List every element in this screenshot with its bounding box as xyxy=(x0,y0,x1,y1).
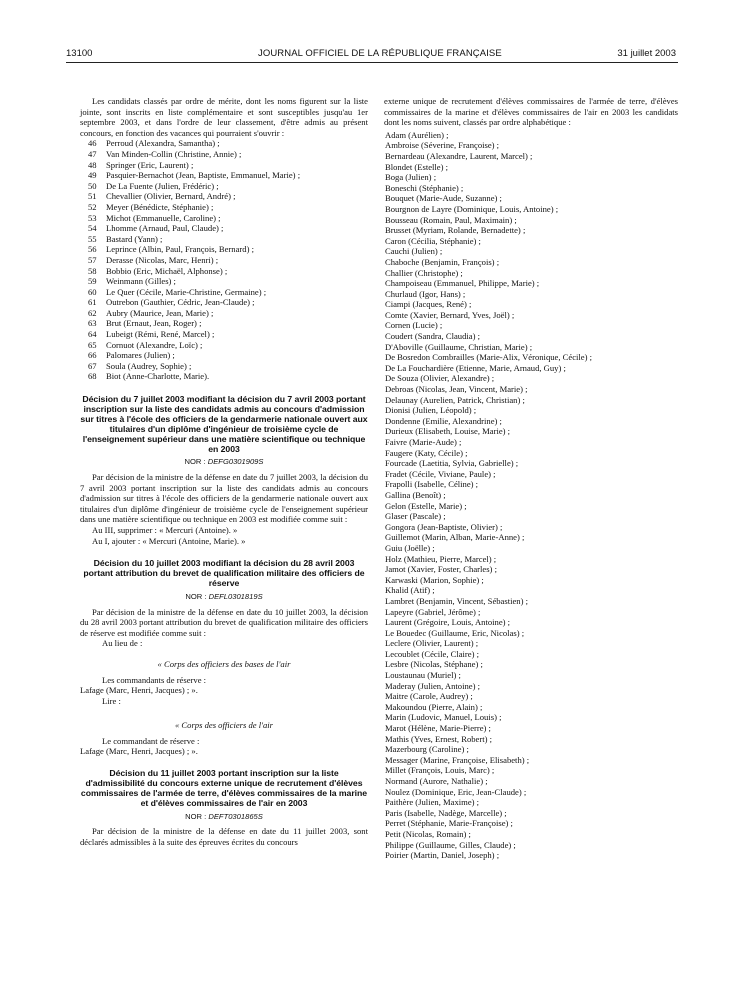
decision-paragraph: Par décision de la ministre de la défense en date du 11 juillet 2003, sont déclarés admissibles à la suite des épreuves écrites du concours xyxy=(80,826,368,847)
corps-heading: « Corps des officiers de l'air xyxy=(174,720,274,731)
candidate-name: Gallina (Benoît) ; xyxy=(385,489,446,500)
rank-number: 60 xyxy=(88,286,97,297)
page-header xyxy=(0,0,748,62)
candidate-name: Ciampi (Jacques, René) ; xyxy=(385,299,472,310)
intro-paragraph: Les candidats classés par ordre de mérite, dont les noms figurent sur la liste jointe, sont inscrits en liste complémentaire et sont susceptibles jusqu'au 1er septembre 2003, et dans l'ordre de leur classement, d'être admis au présent concours, en fonction des vacances qui pourraient s'ouvrir : xyxy=(80,96,368,138)
rank-number: 62 xyxy=(88,307,97,318)
candidate-name: Perret (Stéphanie, Marie-Françoise) ; xyxy=(385,818,513,829)
ranked-list-item xyxy=(88,149,368,160)
rank-number: 55 xyxy=(88,233,97,244)
candidate-name: Jamot (Xavier, Foster, Charles) ; xyxy=(385,564,497,575)
candidate-name: Loustaunau (Muriel) ; xyxy=(385,670,461,681)
candidate-name: Bouquet (Marie-Aude, Suzanne) ; xyxy=(385,193,502,204)
ranked-list-item xyxy=(88,223,368,234)
candidate-name: Khalid (Atif) ; xyxy=(385,585,435,596)
candidate-name: Outrebon (Gauthier, Cédric, Jean-Claude) ; xyxy=(106,297,255,308)
candidate-name: Biot (Anne-Charlotte, Marie). xyxy=(106,371,210,382)
candidate-name: Lambret (Benjamin, Vincent, Sébastien) ; xyxy=(385,595,528,606)
candidate-name: Karwaski (Marion, Sophie) ; xyxy=(385,574,484,585)
candidate-name: Brusset (Myriam, Rolande, Bernadette) ; xyxy=(385,225,526,236)
ranked-list-item xyxy=(88,191,368,202)
rank-number: 59 xyxy=(88,276,97,287)
candidate-name: De Souza (Olivier, Alexandre) ; xyxy=(385,373,495,384)
ranked-list-item xyxy=(88,202,368,213)
candidate-name: Gelon (Estelle, Marie) ; xyxy=(385,500,467,511)
ranked-list-item xyxy=(88,160,368,171)
candidate-name: Churlaud (Igor, Hans) ; xyxy=(385,288,466,299)
ranked-list-item xyxy=(88,276,368,287)
ranked-list-item xyxy=(88,297,368,308)
candidate-name: Leprince (Albin, Paul, François, Bernard) ; xyxy=(106,244,254,255)
rank-number: 52 xyxy=(88,201,97,212)
nor-reference: NOR : DEFG0301909S xyxy=(184,457,264,467)
candidate-name: Laurent (Grégoire, Louis, Antoine) ; xyxy=(385,617,511,628)
candidate-name: Maderay (Julien, Antoine) ; xyxy=(385,680,480,691)
candidate-name: Lapeyre (Gabriel, Jérôme) ; xyxy=(385,606,481,617)
ranked-list-item xyxy=(88,255,368,266)
rank-number: 51 xyxy=(88,191,97,202)
right-column xyxy=(384,96,678,861)
decision-title: Décision du 10 juillet 2003 modifiant la décision du 28 avril 2003 portant attribution du brevet de qualification militaire des officiers de réserve xyxy=(83,558,365,589)
ranked-list-item xyxy=(88,340,368,351)
ranked-list-item xyxy=(88,350,368,361)
candidate-name: Mazerbourg (Caroline) ; xyxy=(385,744,469,755)
amendment-line: Au III, supprimer : « Mercuri (Antoine). » xyxy=(92,525,238,536)
candidate-name: Palomares (Julien) ; xyxy=(106,350,175,361)
candidate-name: Dondenne (Emilie, Alexandrine) ; xyxy=(385,415,502,426)
candidate-name: De La Fouchardière (Etienne, Marie, Arnaud, Guy) ; xyxy=(385,362,566,373)
candidate-name: Paithère (Julien, Maxime) ; xyxy=(385,797,480,808)
decision-title: Décision du 7 juillet 2003 modifiant la décision du 7 avril 2003 portant inscription sur la liste des candidats admis au concours d'admission sur titres à l'école des officiers de la gendarmerie nationale ouvert aux titulaires d'un diplôme d'ingénieur de troisième cycle de l'enseignement supérieur dans une matière scientifique ou technique en 2003 xyxy=(80,394,368,454)
ranked-list-item xyxy=(88,308,368,319)
candidate-name: Dionisi (Julien, Léopold) ; xyxy=(385,405,477,416)
journal-title: JOURNAL OFFICIEL DE LA RÉPUBLIQUE FRANÇAISE xyxy=(258,48,502,59)
candidate-name: Frapolli (Isabelle, Céline) ; xyxy=(385,479,479,490)
candidate-name: Glaser (Pascale) ; xyxy=(385,511,446,522)
candidate-name: Cornen (Lucie) ; xyxy=(385,320,443,331)
rank-number: 49 xyxy=(88,170,97,181)
rank-number: 56 xyxy=(88,244,97,255)
candidate-name: Marot (Hélène, Marie-Pierre) ; xyxy=(385,723,491,734)
candidate-name: Faivre (Marie-Aude) ; xyxy=(385,437,462,447)
candidate-name: Messager (Marine, Françoise, Elisabeth) ; xyxy=(385,754,530,765)
ranked-list-item xyxy=(88,181,368,192)
ranked-list-item xyxy=(88,371,368,382)
candidate-name: Le Bouedec (Guillaume, Eric, Nicolas) ; xyxy=(385,627,525,638)
candidate-name: Lubeigt (Rémi, René, Marcel) ; xyxy=(106,329,215,340)
lire-label: Lire : xyxy=(102,695,121,706)
candidate-name: Petit (Nicolas, Romain) ; xyxy=(385,828,471,839)
rank-number: 64 xyxy=(88,329,97,340)
candidate-name: Cornuot (Alexandre, Loïc) ; xyxy=(106,339,203,350)
amendment-line: Au I, ajouter : « Mercuri (Antoine, Marie). » xyxy=(92,535,246,546)
ranked-list-item xyxy=(88,329,368,340)
candidate-name: Gongora (Jean-Baptiste, Olivier) ; xyxy=(385,521,503,532)
ranked-list-item xyxy=(88,361,368,372)
candidate-name: Boneschi (Stéphanie) ; xyxy=(385,182,464,193)
ranked-list-item xyxy=(88,213,368,224)
ranked-list xyxy=(88,138,368,382)
candidate-name: Fradet (Cécile, Viviane, Paule) ; xyxy=(385,468,496,479)
decision-paragraph: Par décision de la ministre de la défense en date du 7 juillet 2003, la décision du 7 avril 2003 portant inscription sur la liste des candidats admis au concours d'admission sur titres à l'école des officiers de la gendarmerie nationale ouvert aux titulaires d'un diplôme d'ingénieur de troisième cycle de l'enseignement supérieur dans une matière scientifique ou technique en 2003 est modifiée comme suit : xyxy=(80,472,368,525)
candidate-name: Meyer (Bénédicte, Stéphanie) ; xyxy=(106,201,214,212)
candidate-name: Normand (Aurore, Nathalie) ; xyxy=(385,776,488,786)
candidate-name: Guillemot (Marin, Alban, Marie-Anne) ; xyxy=(385,532,525,543)
ranked-list-item xyxy=(88,170,368,181)
left-column xyxy=(80,96,368,847)
rank-number: 66 xyxy=(88,350,97,361)
rank-label: Le commandant de réserve : xyxy=(102,735,200,746)
candidate-name: Maitre (Carole, Audrey) ; xyxy=(385,691,473,702)
ranked-list-item xyxy=(88,244,368,255)
nor-reference: NOR : DEFL0301819S xyxy=(185,591,263,601)
candidate-name: Fourcade (Laetitia, Sylvia, Gabrielle) ; xyxy=(385,458,519,469)
candidate-name: Caron (Cécilia, Stéphanie) ; xyxy=(385,235,481,246)
candidate-name: Bernardeau (Alexandre, Laurent, Marcel) ; xyxy=(385,150,533,161)
rank-number: 61 xyxy=(88,297,97,308)
candidate-name: Boga (Julien) ; xyxy=(385,172,437,183)
page-number: 13100 xyxy=(66,48,93,59)
candidate-name: Weinmann (Gilles) ; xyxy=(106,276,176,287)
candidate-name: Philippe (Guillaume, Gilles, Claude) ; xyxy=(385,839,516,850)
header-rule xyxy=(66,62,678,63)
candidate-name: Leclere (Olivier, Laurent) ; xyxy=(385,638,479,649)
rank-number: 46 xyxy=(88,138,97,149)
candidate-name: Michot (Emmanuelle, Caroline) ; xyxy=(106,212,221,223)
candidate-name: Pasquier-Bernachot (Jean, Baptiste, Emmanuel, Marie) ; xyxy=(106,170,301,181)
au-lieu-de: Au lieu de : xyxy=(102,638,143,649)
candidate-name: Noulez (Dominique, Eric, Jean-Claude) ; xyxy=(385,786,527,797)
candidate-name: Poirier (Martin, Daniel, Joseph) ; xyxy=(385,850,500,861)
nor-reference: NOR : DEFT0301865S xyxy=(185,811,263,821)
rank-label: Les commandants de réserve : xyxy=(102,674,207,685)
ranked-list-item xyxy=(88,318,368,329)
decision-title: Décision du 11 juillet 2003 portant inscription sur la liste d'admissibilité du concours externe unique de recrutement d'élèves commissaires de l'armée de terre, d'élèves commissaires de la marine et d'élèves commissaires de l'air en 2003 xyxy=(80,768,368,808)
candidate-name: Van Minden-Collin (Christine, Annie) ; xyxy=(106,148,242,159)
officer-name: Lafage (Marc, Henri, Jacques) ; ». xyxy=(80,685,198,696)
candidate-name: Ambroise (Séverine, Françoise) ; xyxy=(385,140,500,151)
candidate-name: De Bosredon Combrailles (Marie-Alix, Véronique, Cécile) ; xyxy=(385,352,592,363)
rank-number: 53 xyxy=(88,212,97,223)
decision-paragraph: Par décision de la ministre de la défense en date du 10 juillet 2003, la décision du 28 avril 2003 portant attribution du brevet de qualification militaire des officiers de réserve est modifiée comme suit : xyxy=(80,606,368,638)
candidate-name: Blondet (Estelle) ; xyxy=(385,161,449,172)
candidate-name: Durieux (Elisabeth, Louise, Marie) ; xyxy=(385,426,511,437)
rank-number: 48 xyxy=(88,159,97,170)
candidate-name: De La Fuente (Julien, Frédéric) ; xyxy=(106,180,219,191)
officer-name: Lafage (Marc, Henri, Jacques) ; ». xyxy=(80,746,198,757)
candidate-name: Champoiseau (Emmanuel, Philippe, Marie) ; xyxy=(385,278,540,289)
candidate-name: Brut (Ernaut, Jean, Roger) ; xyxy=(106,318,202,329)
rank-number: 67 xyxy=(88,360,97,371)
ranked-list-item xyxy=(88,287,368,298)
candidate-name: Lesbre (Nicolas, Stéphane) ; xyxy=(385,659,483,670)
candidate-name: Bousseau (Romain, Paul, Maximain) ; xyxy=(385,214,517,225)
rank-number: 58 xyxy=(88,265,97,276)
rank-number: 54 xyxy=(88,223,97,234)
candidate-name: Derasse (Nicolas, Marc, Henri) ; xyxy=(106,254,219,265)
candidate-name: Paris (Isabelle, Nadège, Marcelle) ; xyxy=(385,807,507,818)
rank-number: 47 xyxy=(88,148,97,159)
candidate-name: Millet (François, Louis, Marc) ; xyxy=(385,765,495,776)
candidate-name: Soula (Audrey, Sophie) ; xyxy=(106,360,192,371)
candidate-name: Perroud (Alexandra, Samantha) ; xyxy=(106,138,220,149)
ranked-list-item xyxy=(88,266,368,277)
candidate-name: Cauchi (Julien) ; xyxy=(385,246,443,257)
rank-number: 57 xyxy=(88,254,97,265)
publication-date: 31 juillet 2003 xyxy=(617,48,676,59)
candidate-name: Mathis (Yves, Ernest, Robert) ; xyxy=(385,733,493,744)
candidate-name: Delaunay (Aurelien, Patrick, Christian) ; xyxy=(385,394,525,405)
candidate-name: Marin (Ludovic, Manuel, Louis) ; xyxy=(385,712,502,723)
candidate-name: Springer (Eric, Laurent) ; xyxy=(106,159,194,170)
rank-number: 50 xyxy=(88,180,97,191)
candidate-name: Comte (Xavier, Bernard, Yves, Joël) ; xyxy=(385,309,515,320)
candidate-name: Chevallier (Olivier, Bernard, André) ; xyxy=(106,191,236,202)
candidate-name: Makoundou (Pierre, Alain) ; xyxy=(385,701,483,712)
candidate-name: D'Aboville (Guillaume, Christian, Marie) ; xyxy=(385,341,533,352)
candidate-name: Bourgnon de Layre (Dominique, Louis, Antoine) ; xyxy=(385,203,559,214)
rank-number: 65 xyxy=(88,339,97,350)
corps-heading: « Corps des officiers des bases de l'air xyxy=(157,658,291,669)
candidate-name: Le Quer (Cécile, Marie-Christine, Germaine) ; xyxy=(106,286,267,297)
rank-number: 63 xyxy=(88,318,97,329)
rank-number: 68 xyxy=(88,371,97,382)
candidate-name: Coudert (Sandra, Claudia) ; xyxy=(385,331,480,342)
candidate-name: Guiu (Joëlle) ; xyxy=(385,542,435,553)
candidate-name: Bobbio (Eric, Michaël, Alphonse) ; xyxy=(106,265,228,276)
continuation-paragraph: externe unique de recrutement d'élèves commissaires de l'armée de terre, d'élèves commissaires de la marine et d'élèves commissaires de l'air en 2003 les candidats dont les noms suivent, classés par ordre alphabétique : xyxy=(384,96,678,128)
candidate-name: Holz (Mathieu, Pierre, Marcel) ; xyxy=(385,553,497,564)
candidate-name: Challier (Christophe) ; xyxy=(385,267,463,278)
candidate-name: Lecoublet (Cécile, Claire) ; xyxy=(385,648,480,659)
candidate-name: Chaboche (Benjamin, François) ; xyxy=(385,256,500,267)
candidate-name: Adam (Aurélien) ; xyxy=(385,129,449,140)
ranked-list-item xyxy=(88,234,368,245)
candidate-name: Bastard (Yann) ; xyxy=(106,233,163,244)
ranked-list-item xyxy=(88,138,368,149)
candidate-name: Lhomme (Arnaud, Paul, Claude) ; xyxy=(106,223,224,234)
candidate-name: Debroas (Nicolas, Jean, Vincent, Marie) ; xyxy=(385,384,528,395)
candidate-name: Aubry (Maurice, Jean, Marie) ; xyxy=(106,307,214,318)
admissible-names-list xyxy=(385,130,678,861)
candidate-name: Faugere (Katy, Cécile) ; xyxy=(385,447,468,458)
